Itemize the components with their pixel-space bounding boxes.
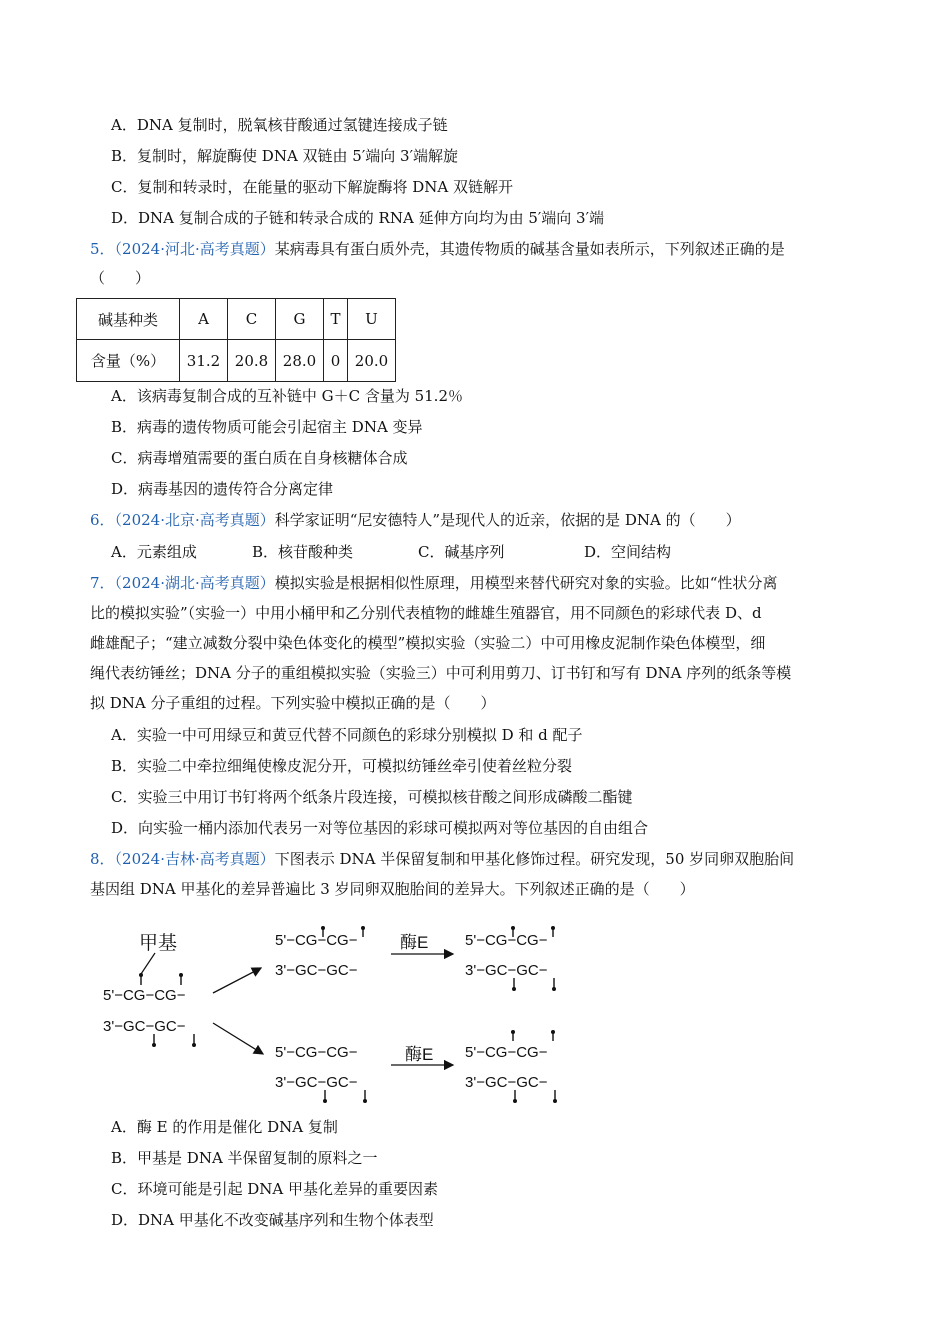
methylated-bottom-strand: 3'−GC−GC−: [465, 962, 548, 979]
q4-option-b: B．复制时，解旋酶使 DNA 双链由 5′端向 3′端解旋: [111, 147, 458, 165]
methyl-pointer-line: [141, 953, 155, 974]
enzyme-e-label-bottom: 酶E: [405, 1045, 434, 1064]
q5-number: 5．: [90, 240, 115, 258]
q6-option-b: B．核苷酸种类: [252, 543, 354, 561]
table-cell: 20.8: [228, 340, 276, 382]
bottom-daughter-top-strand: 5'−CG−CG−: [275, 1044, 358, 1061]
q8-option-d: D．DNA 甲基化不改变碱基序列和生物个体表型: [111, 1211, 434, 1229]
top-daughter-unmodified: [275, 926, 365, 979]
table-cell: C: [228, 299, 276, 340]
q6-source: （2024·北京·高考真题）: [114, 511, 275, 529]
table-cell: 20.0: [348, 340, 396, 382]
q5-stem-line: [90, 239, 785, 259]
q5-option-d: D．病毒基因的遗传符合分离定律: [111, 480, 334, 498]
q7-stem-line: [90, 573, 777, 593]
q7-option-c: C．实验三中用订书钉将两个纸条片段连接，可模拟核苷酸之间形成磷酸二酯键: [111, 788, 633, 806]
q7-option-b: B．实验二中牵拉细绳使橡皮泥分开，可模拟纺锤丝牵引使着丝粒分裂: [111, 757, 573, 775]
q7-stem-1: 模拟实验是根据相似性原理，用模型来替代研究对象的实验。比如“性状分离: [274, 574, 778, 592]
table-cell: 0: [324, 340, 348, 382]
methyl-label: 甲基: [139, 933, 178, 954]
table-cell: 含量（%）: [77, 340, 180, 382]
bottom-daughter-bottom-strand: 3'−GC−GC−: [275, 1074, 358, 1091]
table-cell: 31.2: [180, 340, 228, 382]
q7-stem-2: 比的模拟实验”（实验一）中用小桶甲和乙分别代表植物的雌雄生殖器官，用不同颜色的彩球代表 D、d: [90, 604, 762, 622]
q8-option-b: B．甲基是 DNA 半保留复制的原料之一: [111, 1149, 378, 1167]
q8-option-a: A．酶 E 的作用是催化 DNA 复制: [111, 1118, 338, 1136]
q6-option-a: A．元素组成: [111, 543, 197, 561]
parent-dna: [103, 973, 196, 1047]
table-cell: T: [324, 299, 348, 340]
q4-option-a: A．DNA 复制时，脱氧核苷酸通过氢键连接成子链: [111, 116, 448, 134]
q7-stem-4: 绳代表纺锤丝；DNA 分子的重组模拟实验（实验三）中可利用剪刀、订书钉和写有 DNA 序列的纸条等模: [90, 664, 792, 682]
q6-option-c: C．碱基序列: [418, 543, 505, 561]
bottom-methylated-bottom-strand: 3'−GC−GC−: [465, 1074, 548, 1091]
table-cell: U: [348, 299, 396, 340]
q8-stem-1: 下图表示 DNA 半保留复制和甲基化修饰过程。研究发现，50 岁同卵双胞胎间: [274, 850, 795, 868]
q5-option-c: C．病毒增殖需要的蛋白质在自身核糖体合成: [111, 449, 408, 467]
q7-number: 7．: [90, 574, 115, 592]
top-daughter-methylated: [465, 926, 556, 991]
q7-stem-5: 拟 DNA 分子重组的过程。下列实验中模拟正确的是（ ）: [90, 694, 496, 712]
q8-source: （2024·吉林·高考真题）: [114, 850, 275, 868]
table-cell: A: [180, 299, 228, 340]
q7-source: （2024·湖北·高考真题）: [114, 574, 275, 592]
bottom-daughter-unmodified: [275, 1044, 367, 1103]
q6-stem-line: [90, 510, 741, 530]
q5-option-b: B．病毒的遗传物质可能会引起宿主 DNA 变异: [111, 418, 423, 436]
methylated-top-strand: 5'−CG−CG−: [465, 932, 548, 949]
q6-option-d: D．空间结构: [584, 543, 672, 561]
table-header-row: [77, 299, 396, 340]
q4-option-c: C．复制和转录时，在能量的驱动下解旋酶将 DNA 双链解开: [111, 178, 513, 196]
table-row: [77, 340, 396, 382]
arrow-to-top-daughter: [213, 968, 261, 993]
q7-option-d: D．向实验一桶内添加代表另一对等位基因的彩球可模拟两对等位基因的自由组合: [111, 819, 649, 837]
q5-paren: （ ）: [90, 269, 151, 287]
q8-number: 8．: [90, 850, 115, 868]
q6-number: 6．: [90, 511, 115, 529]
bottom-daughter-methylated: [465, 1030, 557, 1103]
q8-stem-2: 基因组 DNA 甲基化的差异普遍比 3 岁同卵双胞胎间的差异大。下列叙述正确的是（ ）: [90, 880, 695, 898]
table-cell: 28.0: [276, 340, 324, 382]
q5-option-a: A．该病毒复制合成的互补链中 G＋C 含量为 51.2％: [111, 387, 463, 405]
top-daughter-top-strand: 5'−CG−CG−: [275, 932, 358, 949]
bottom-methylated-top-strand: 5'−CG−CG−: [465, 1044, 548, 1061]
base-content-table: [76, 298, 396, 382]
parent-bottom-strand: 3'−GC−GC−: [103, 1018, 186, 1035]
q8-option-c: C．环境可能是引起 DNA 甲基化差异的重要因素: [111, 1180, 438, 1198]
q4-option-d: D．DNA 复制合成的子链和转录合成的 RNA 延伸方向均为由 5′端向 3′端: [111, 209, 605, 227]
q8-stem-line: [90, 849, 794, 869]
q6-stem: 科学家证明“尼安德特人”是现代人的近亲，依据的是 DNA 的（ ）: [274, 511, 741, 529]
parent-top-strand: 5'−CG−CG−: [103, 987, 186, 1004]
enzyme-e-label-top: 酶E: [400, 933, 429, 952]
arrow-to-bottom-daughter: [213, 1023, 263, 1054]
top-daughter-bottom-strand: 3'−GC−GC−: [275, 962, 358, 979]
q7-option-a: A．实验一中可用绿豆和黄豆代替不同颜色的彩球分别模拟 D 和 d 配子: [111, 726, 583, 744]
table-cell: G: [276, 299, 324, 340]
q5-stem: 某病毒具有蛋白质外壳，其遗传物质的碱基含量如表所示，下列叙述正确的是: [274, 240, 785, 258]
dna-methylation-diagram: [95, 920, 595, 1105]
table-cell: 碱基种类: [77, 299, 180, 340]
q7-stem-3: 雌雄配子；“建立减数分裂中染色体变化的模型”模拟实验（实验二）中可用橡皮泥制作染色体模型，细: [90, 634, 766, 652]
q5-source: （2024·河北·高考真题）: [114, 240, 275, 258]
